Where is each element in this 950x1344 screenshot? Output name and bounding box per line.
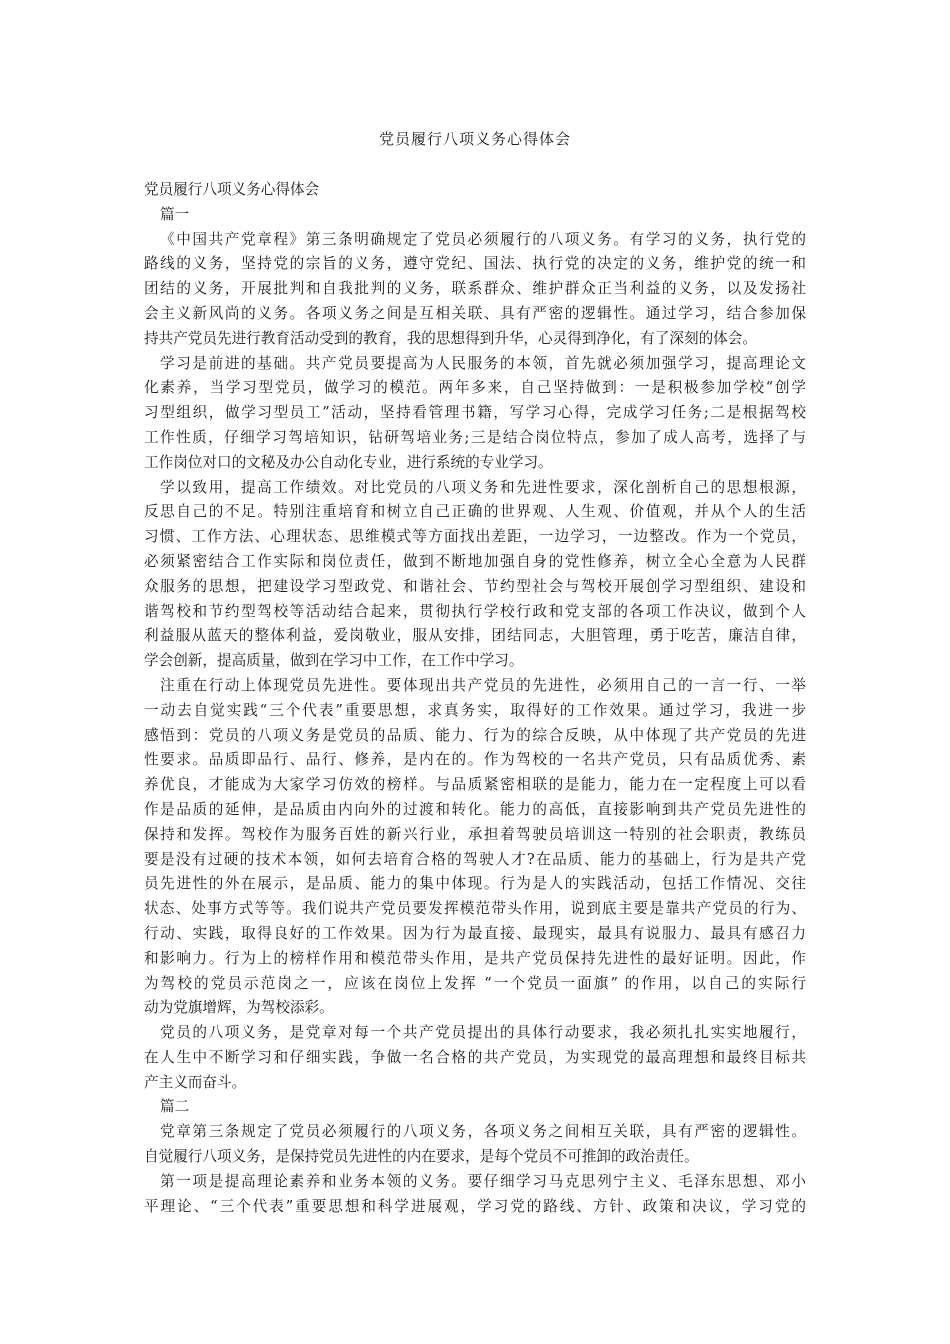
text-line: 为驾校的党员示范岗之一，应该在岗位上发挥 “一个党员一面旗” 的作用，以自己的实际行 xyxy=(144,974,806,992)
text-line: 党员的八项义务，是党章对每一个共产党员提出的具体行动要求，我必须扎扎实实地履行， xyxy=(160,1024,806,1042)
text-line: 团结的义务，开展批判和自我批判的义务，联系群众、维护群众正当利益的义务，以及发扬社 xyxy=(144,280,806,298)
text-line: 和影响力。行为上的榜样作用和模范带头作用，是共产党员保持先进性的最好证明。因此，作 xyxy=(144,949,806,967)
text-line: 员先进性的外在展示，是品质、能力的集中体现。行为是人的实践活动，包括工作情况、交往 xyxy=(144,875,806,893)
text-line: 学习是前进的基础。共产党员要提高为人民服务的本领，首先就必须加强学习，提高理论文 xyxy=(160,354,806,372)
text-line: 《中国共产党章程》第三条明确规定了党员必须履行的八项义务。有学习的义务，执行党的 xyxy=(160,230,806,248)
text-line: 工作岗位对口的文秘及办公自动化专业，进行系统的专业学习。 xyxy=(144,453,553,471)
text-line: 保持和发挥。驾校作为服务百姓的新兴行业，承担着驾驶员培训这一特别的社会职责，教练员 xyxy=(144,825,806,843)
text-line: 注重在行动上体现党员先进性。要体现出共产党员的先进性，必须用自己的一言一行、一举 xyxy=(160,676,806,694)
text-line: 第一项是提高理论素养和业务本领的义务。要仔细学习马克思列宁主义、毛泽东思想、邓小 xyxy=(160,1172,806,1190)
text-line: 必须紧密结合工作实际和岗位责任，做到不断地加强自身的党性修养，树立全心全意为人民群 xyxy=(144,552,806,570)
text-line: 养优良，才能成为大家学习仿效的榜样。与品质紧密相联的是能力，能力在一定程度上可以看 xyxy=(144,776,806,794)
text-line: 作是品质的延伸，是品质由内向外的过渡和转化。能力的高低，直接影响到共产党员先进性的 xyxy=(144,800,806,818)
text-line: 篇一 xyxy=(160,205,190,223)
text-line: 谐驾校和节约型驾校等活动结合起来，贯彻执行学校行政和党支部的各项工作决议，做到个人 xyxy=(144,602,806,620)
document-title: 党员履行八项义务心得体会 xyxy=(378,130,571,148)
text-line: 工作性质，仔细学习驾培知识，钻研驾培业务;三是结合岗位特点，参加了成人高考，选择了与 xyxy=(144,428,806,446)
text-line: 感悟到：党员的八项义务是党员的品质、能力、行为的综合反映，从中体现了共产党员的先进 xyxy=(144,726,806,744)
text-line: 会主义新风尚的义务。各项义务之间是互相关联、具有严密的逻辑性。通过学习，结合参加保 xyxy=(144,304,806,322)
text-line: 持共产党员先进行教育活动受到的教育，我的思想得到升华，心灵得到净化，有了深刻的体会。 xyxy=(144,329,757,347)
text-line: 习型组织，做学习型员工”活动，坚持看管理书籍，写学习心得，完成学习任务;二是根据驾校 xyxy=(144,404,806,422)
text-line: 性要求。品质即品行、品行、修养，是内在的。作为驾校的一名共产党员，只有品质优秀、素 xyxy=(144,751,806,769)
text-line: 化素养，当学习型党员，做学习的模范。两年多来，自己坚持做到：一是积极参加学校“创学 xyxy=(144,379,806,397)
text-line: 学以致用，提高工作绩效。对比党员的八项义务和先进性要求，深化剖析自己的思想根源， xyxy=(160,478,806,496)
document-body xyxy=(144,178,806,1219)
text-line: 产主义而奋斗。 xyxy=(144,1073,247,1091)
text-line: 要是没有过硬的技术本领，如何去培育合格的驾驶人才?在品质、能力的基础上，行为是共产党 xyxy=(144,850,806,868)
text-line: 一动去自觉实践“三个代表”重要思想，求真务实，取得好的工作效果。通过学习，我进一步 xyxy=(144,701,806,719)
text-line: 党章第三条规定了党员必须履行的八项义务，各项义务之间相互关联，具有严密的逻辑性。 xyxy=(160,1123,806,1141)
text-line: 习惯、工作方法、心理状态、思维模式等方面找出差距，一边学习，一边整改。作为一个党员， xyxy=(144,528,806,546)
text-line: 行动、实践，取得良好的工作效果。因为行为最直接、最现实，最具有说服力、最具有感召力 xyxy=(144,924,806,942)
text-line: 动为党旗增辉，为驾校添彩。 xyxy=(144,999,334,1017)
text-line: 学会创新，提高质量，做到在学习中工作，在工作中学习。 xyxy=(144,652,524,670)
text-line: 状态、处事方式等等。我们说共产党员要发挥模范带头作用，说到底主要是靠共产党员的行为、 xyxy=(144,900,806,918)
text-line: 在人生中不断学习和仔细实践，争做一名合格的共产党员，为实现党的最高理想和最终目标共 xyxy=(144,1048,806,1066)
text-line: 篇二 xyxy=(160,1098,190,1116)
text-line: 反思自己的不足。特别注重培育和树立自己正确的世界观、人生观、价值观，并从个人的生活 xyxy=(144,503,806,521)
text-line: 众服务的思想，把建设学习型政党、和谐社会、节约型社会与驾校开展创学习型组织、建设和 xyxy=(144,577,806,595)
text-line: 自觉履行八项义务，是保持党员先进性的内在要求，是每个党员不可推卸的政治责任。 xyxy=(144,1148,699,1166)
text-line: 平理论、“三个代表”重要思想和科学进展观，学习党的路线、方针、政策和决议，学习党的 xyxy=(144,1197,806,1215)
text-line: 利益服从蓝天的整体利益，爱岗敬业，服从安排，团结同志，大胆管理，勇于吃苦，廉洁自律， xyxy=(144,627,806,645)
text-line: 路线的义务，坚持党的宗旨的义务，遵守党纪、国法、执行党的决定的义务，维护党的统一和 xyxy=(144,255,806,273)
text-line: 党员履行八项义务心得体会 xyxy=(144,181,320,198)
